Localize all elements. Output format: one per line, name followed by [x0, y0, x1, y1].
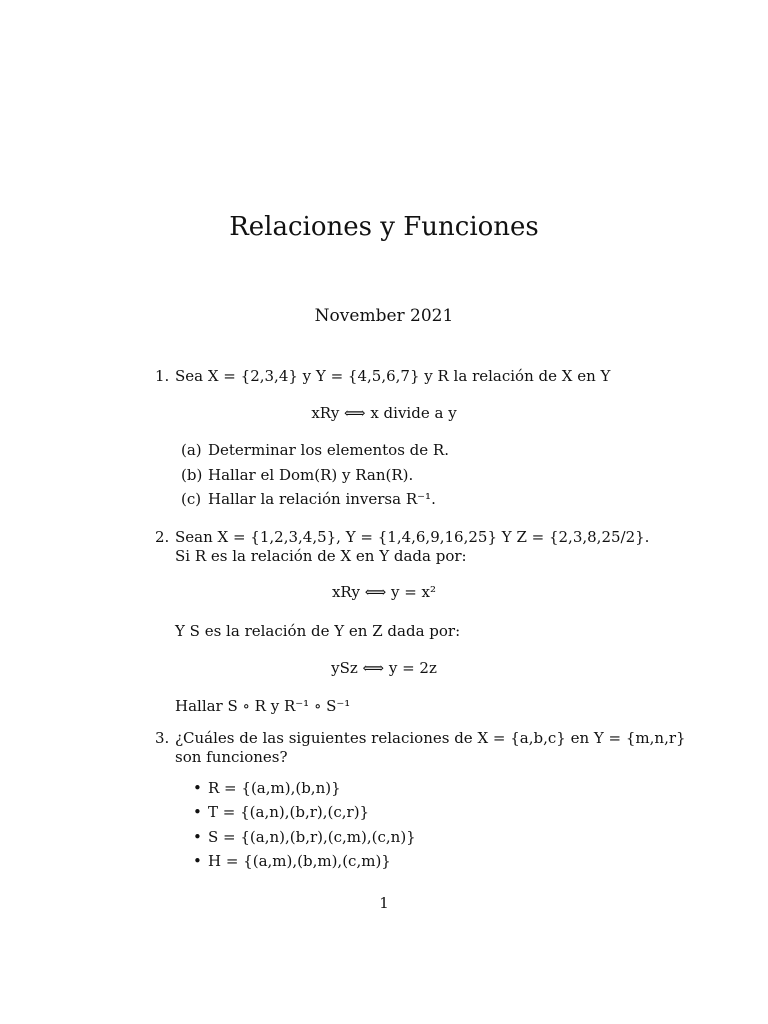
problem-2-rule-s: ySz ⟺ y = 2z	[331, 659, 437, 677]
problem-2-task: Hallar S ∘ R y R⁻¹ ∘ S⁻¹	[175, 697, 351, 715]
problem-3-question: ¿Cuáles de las siguientes relaciones de X = {a,b,c} en Y = {m,n,r}	[175, 729, 686, 747]
problem-3-question-cont: son funciones?	[175, 748, 288, 766]
problem-1-rule: xRy ⟺ x divide a y	[311, 404, 457, 422]
problem-3-relation-r: R = {(a,m),(b,n)}	[208, 779, 341, 797]
problem-1c-label: (c)	[181, 490, 202, 508]
page-number: 1	[379, 894, 389, 912]
problem-1c-text: Hallar la relación inversa R⁻¹.	[208, 490, 436, 508]
problem-3-relation-h: H = {(a,m),(b,m),(c,m)}	[208, 852, 391, 870]
problem-2-relation-r: Si R es la relación de X en Y dada por:	[175, 547, 467, 565]
problem-1a-text: Determinar los elementos de R.	[208, 441, 449, 459]
problem-2-sets: Sean X = {1,2,3,4,5}, Y = {1,4,6,9,16,25} Y Z = {2,3,8,25/2}.	[175, 528, 650, 546]
document-date: November 2021	[314, 306, 454, 326]
problem-3-relation-s: S = {(a,n),(b,r),(c,m),(c,n)}	[208, 828, 416, 846]
problem-3-relation-t: T = {(a,n),(b,r),(c,r)}	[208, 803, 370, 821]
problem-3-number: 3.	[155, 729, 170, 747]
problem-1b-label: (b)	[181, 466, 203, 484]
problem-1-number: 1.	[155, 367, 170, 385]
problem-2-number: 2.	[155, 528, 170, 546]
problem-1a-label: (a)	[181, 441, 202, 459]
problem-2-rule-r: xRy ⟺ y = x²	[331, 583, 437, 601]
problem-1b-text: Hallar el Dom(R) y Ran(R).	[208, 466, 414, 484]
document-title: Relaciones y Funciones	[229, 212, 539, 242]
bullet-icon: •	[193, 852, 202, 870]
problem-1-intro: Sea X = {2,3,4} y Y = {4,5,6,7} y R la relación de X en Y	[175, 367, 611, 385]
bullet-icon: •	[193, 779, 202, 797]
bullet-icon: •	[193, 828, 202, 846]
bullet-icon: •	[193, 803, 202, 821]
problem-2-relation-s: Y S es la relación de Y en Z dada por:	[175, 622, 461, 640]
